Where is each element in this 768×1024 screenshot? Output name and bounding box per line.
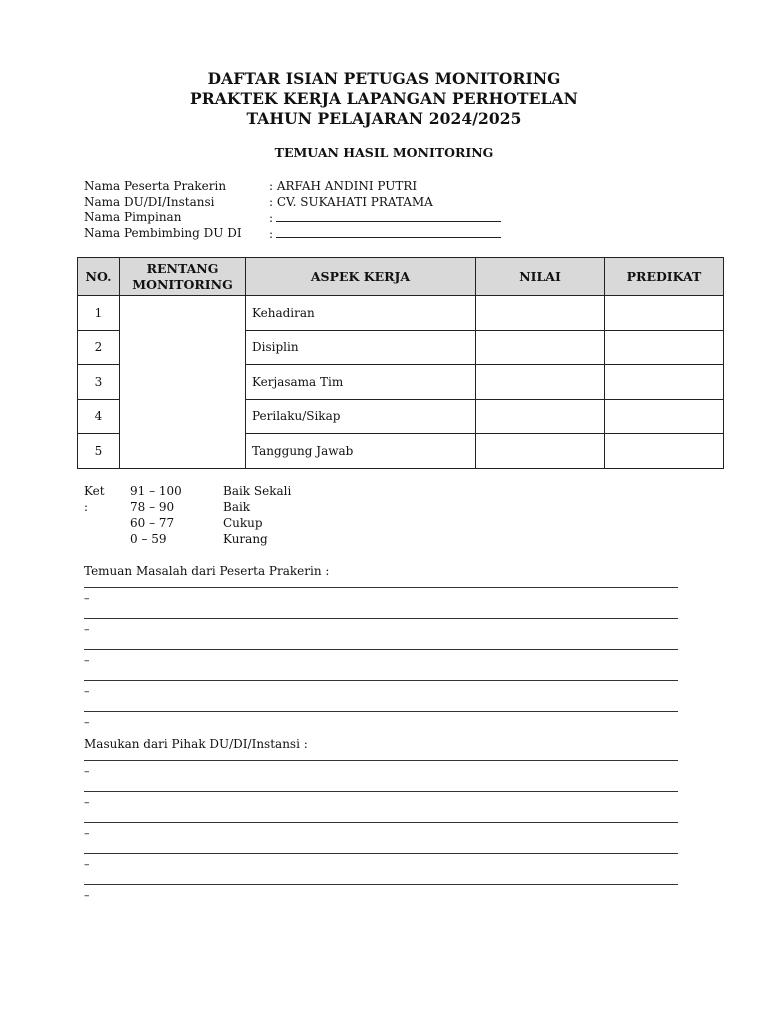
title-line-1: DAFTAR ISIAN PETUGAS MONITORING [207,69,561,88]
writing-line[interactable] [84,672,329,703]
temuan-label: Temuan Masalah dari Peserta Prakerin : [84,564,330,578]
underline-rule [84,791,678,792]
fill-in-line[interactable] [276,210,501,222]
fill-in-line[interactable] [276,226,501,238]
info-value: : ARFAH ANDINI PUTRI [269,179,418,193]
info-label: Nama Pimpinan [84,210,182,224]
predikat-cell[interactable] [605,365,724,400]
table-row [78,296,724,331]
rentang-cell[interactable] [120,296,246,469]
line-dash: – [84,796,90,809]
legend-desc: Baik [223,500,251,514]
writing-line[interactable] [84,579,329,610]
writing-line[interactable] [84,703,329,734]
aspek-cell: Perilaku/Sikap [246,399,476,434]
nilai-cell[interactable] [476,434,605,469]
section-subtitle: TEMUAN HASIL MONITORING [274,145,494,160]
table-header-row [78,258,724,296]
underline-rule [84,853,678,854]
info-value-wrapper [269,210,501,227]
info-value: : CV. SUKAHATI PRATAMA [269,194,433,209]
row-number: 1 [78,296,120,331]
temuan-section [84,563,329,734]
line-dash: – [84,716,90,729]
row-number: 3 [78,365,120,400]
underline-rule [84,711,678,712]
nilai-cell[interactable] [476,365,605,400]
legend-range: 78 – 90 [130,500,175,514]
line-dash: – [84,654,90,667]
writing-line[interactable] [84,752,308,783]
header-no: NO. [78,258,120,296]
legend-range: 60 – 77 [130,516,175,530]
info-label: Nama DU/DI/Instansi [84,194,215,209]
legend-desc: Cukup [223,516,263,530]
line-dash: – [84,765,90,778]
header-rentang: RENTANG MONITORING [120,258,246,296]
monitoring-table [77,257,724,469]
underline-rule [84,618,678,619]
nilai-cell[interactable] [476,399,605,434]
title-line-2: PRAKTEK KERJA LAPANGAN PERHOTELAN [190,89,578,108]
aspek-cell: Tanggung Jawab [246,434,476,469]
legend-label: Ket : [84,484,105,514]
nilai-cell[interactable] [476,330,605,365]
writing-line[interactable] [84,783,308,814]
legend-range: 91 – 100 [130,484,182,498]
underline-rule [84,680,678,681]
legend-desc: Baik Sekali [223,484,292,498]
underline-rule [84,587,678,588]
predikat-cell[interactable] [605,330,724,365]
writing-line[interactable] [84,814,308,845]
aspek-cell: Kehadiran [246,296,476,331]
info-colon: : [269,226,274,241]
document-title [0,69,768,129]
title-line-3: TAHUN PELAJARAN 2024/2025 [246,109,522,128]
underline-rule [84,649,678,650]
writing-line[interactable] [84,610,329,641]
underline-rule [84,760,678,761]
line-dash: – [84,685,90,698]
row-number: 2 [78,330,120,365]
underline-rule [84,884,678,885]
predikat-cell[interactable] [605,296,724,331]
row-number: 5 [78,434,120,469]
info-value-wrapper [269,226,501,243]
legend-range: 0 – 59 [130,532,167,546]
row-number: 4 [78,399,120,434]
line-dash: – [84,623,90,636]
predikat-cell[interactable] [605,399,724,434]
masukan-label: Masukan dari Pihak DU/DI/Instansi : [84,737,308,751]
masukan-section [84,736,308,907]
info-label: Nama Peserta Prakerin [84,179,227,193]
info-label: Nama Pembimbing DU DI [84,225,242,240]
line-dash: – [84,827,90,840]
line-dash: – [84,889,90,902]
aspek-cell: Kerjasama Tim [246,365,476,400]
legend-desc: Kurang [223,532,268,546]
underline-rule [84,822,678,823]
header-aspek: ASPEK KERJA [246,258,476,296]
predikat-cell[interactable] [605,434,724,469]
header-predikat: PREDIKAT [605,258,724,296]
aspek-cell: Disiplin [246,330,476,365]
info-colon: : [269,211,274,225]
header-nilai: NILAI [476,258,605,296]
line-dash: – [84,592,90,605]
writing-line[interactable] [84,641,329,672]
line-dash: – [84,858,90,871]
writing-line[interactable] [84,845,308,876]
writing-line[interactable] [84,876,308,907]
nilai-cell[interactable] [476,296,605,331]
